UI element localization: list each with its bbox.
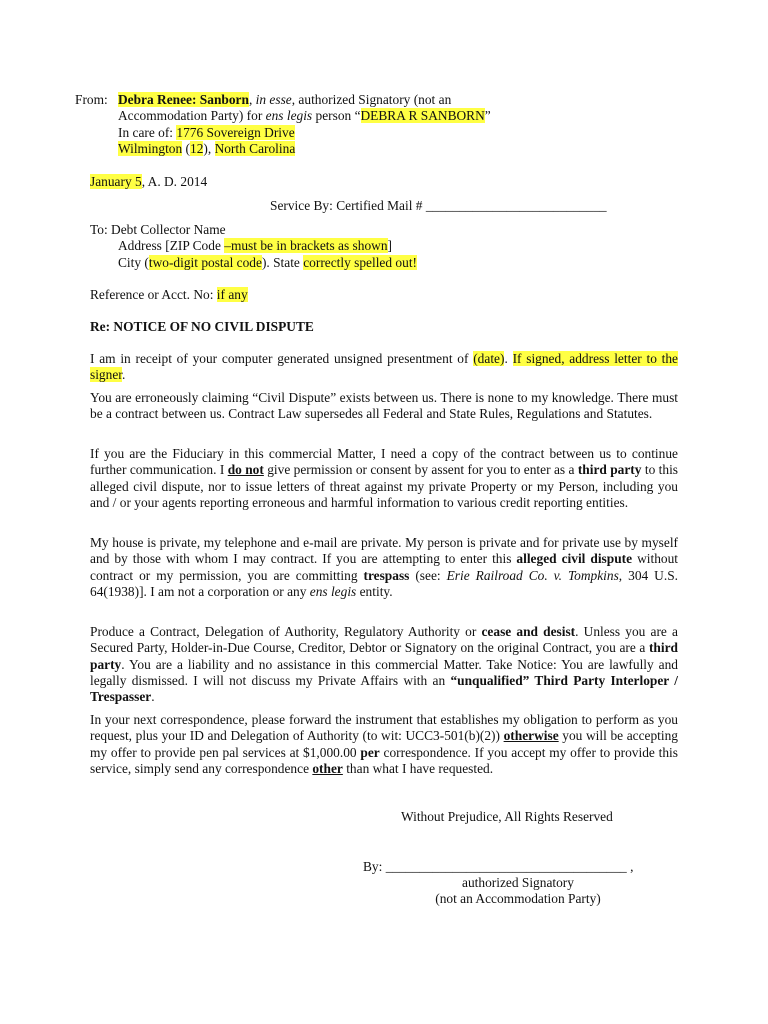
person-name: DEBRA R SANBORN — [360, 108, 485, 124]
signature-line: By: ____________________________________ , — [363, 859, 634, 874]
reference-value: if any — [216, 287, 248, 302]
paragraph-3 — [90, 446, 678, 511]
p6-text-c: you will be accepting my offer to provide pen pal services at $1,000.00 — [90, 728, 679, 760]
p6-text-a: In your next correspondence, please forward the instrument that establishes my obligation to perform as you request, plus your ID and Delegation of Authority (to wit: UCC3-501(b)(2)) — [90, 712, 678, 744]
p1-text-c: . — [122, 367, 126, 383]
from-line1-rest: , authorized Signatory (not an — [291, 92, 452, 107]
from-label: From: — [75, 92, 108, 107]
p4-text-g: , 304 U.S. 64(1938)]. I am not a corporation or any — [90, 567, 678, 599]
city-note: two-digit postal code — [148, 254, 262, 270]
p5-cease: cease and desist — [481, 624, 576, 639]
paragraph-2: You are erroneously claiming “Civil Dispute” exists between us. There is none to my knowledge. There must be a contract between us. Contract Law supersedes all Federal and State Rules, Regulations and Statutes. — [90, 390, 678, 422]
sender-city: Wilmington — [118, 140, 183, 156]
signatory-block — [418, 875, 618, 908]
reference-label: Reference or Acct. No: — [90, 287, 214, 302]
p5-text-c: . Unless you are a Secured Party, Holder-in-Due Course, Creditor, Debtor or Signatory on the original Contract, you are a — [90, 624, 678, 656]
p5-third-party: third party — [90, 640, 678, 672]
paragraph-1 — [90, 351, 678, 384]
paragraph-6 — [90, 712, 678, 777]
to-block — [90, 222, 678, 271]
p5-text-g: . — [151, 689, 155, 705]
p3-text-a: If you are the Fiduciary in this commercial Matter, I need a copy of the contract between us to continue further communication. I — [90, 446, 678, 478]
recipient-name: Debt Collector Name — [111, 222, 226, 237]
p3-do-not: do not — [227, 462, 264, 478]
p6-per: per — [360, 744, 380, 760]
p1-text-a: I am in receipt of your computer generated unsigned presentment of — [90, 351, 474, 366]
p6-text-g: than what I have requested. — [342, 760, 494, 776]
sender-name: Debra Renee: Sanborn — [118, 92, 249, 107]
from-block — [75, 92, 678, 157]
p5-text-a: Produce a Contract, Delegation of Authority, Regulatory Authority or — [90, 624, 482, 639]
p4-text-e: (see: — [409, 567, 447, 583]
p4-text-a: My house is private, my telephone and e-mail are private. My person is private and for private use by myself and by those with whom I may contract. If you are attempting to enter this — [90, 535, 678, 567]
paragraph-4 — [90, 535, 678, 600]
from-line2-mid: person “ — [315, 108, 361, 124]
sender-state: North Carolina — [214, 140, 296, 156]
from-line2-end: ” — [484, 108, 491, 124]
signatory-note: (not an Accommodation Party) — [435, 891, 601, 907]
from-line2-pre: Accommodation Party) for — [118, 108, 263, 124]
p4-alleged: alleged civil dispute — [516, 551, 633, 567]
sender-zip: 12 — [190, 140, 204, 156]
city-state-mid: ). State — [261, 254, 304, 270]
p6-otherwise: otherwise — [503, 728, 559, 744]
city-mid: ( — [182, 140, 190, 156]
state-note: correctly spelled out! — [303, 254, 417, 270]
p3-text-e: to this alleged civil dispute, nor to issue letters of threat against my private Property or my Person, including you and / or your agents reporting erroneous and harmful information to various credit reporting entities. — [90, 462, 679, 510]
from-sep: , — [248, 92, 253, 107]
care-of-label: In care of: — [118, 124, 174, 140]
p4-case-name: Erie Railroad Co. v. Tompkins — [446, 567, 619, 583]
address-note: –must be in brackets as shown — [224, 238, 388, 254]
ens-legis-text: ens legis — [265, 108, 313, 124]
signatory-label: authorized Signatory — [462, 875, 574, 890]
p6-text-e: correspondence. If you accept my offer to provide this service, simply send any correspondence — [90, 744, 678, 776]
p3-text-c: give permission or consent by assent for you to enter as a — [263, 462, 578, 478]
p1-text-b: . — [504, 351, 513, 366]
to-label: To: — [90, 222, 108, 237]
letter-date — [90, 174, 678, 190]
p4-ens-legis: ens legis — [309, 583, 357, 599]
p3-third-party: third party — [577, 462, 642, 478]
p5-text-e: . You are a liability and no assistance in this commercial Matter. Take Notice: You are lawfully and legally dismissed. I will not discuss my Private Affairs with an — [90, 656, 678, 688]
paragraph-5 — [90, 624, 678, 705]
date-highlight: January 5 — [90, 174, 142, 189]
p4-text-i: entity. — [356, 583, 393, 599]
sender-address: 1776 Sovereign Drive — [176, 124, 295, 140]
address-end: ] — [387, 238, 392, 254]
p1-note: If signed, address letter to the signer — [90, 351, 678, 383]
city-end: ), — [203, 140, 212, 156]
date-rest: , A. D. 2014 — [141, 174, 208, 189]
p4-text-c: without contract or my permission, you are committing — [90, 551, 678, 583]
service-line: Service By: Certified Mail # ___________________________ — [270, 198, 607, 213]
p6-other: other — [312, 760, 343, 776]
in-esse-text: in esse — [255, 92, 292, 107]
recipient-address: Address [ZIP Code — [118, 238, 225, 254]
reference-line — [90, 287, 678, 303]
subject-line: Re: NOTICE OF NO CIVIL DISPUTE — [90, 319, 314, 334]
p4-trespass: trespass — [363, 567, 410, 583]
closing-line: Without Prejudice, All Rights Reserved — [401, 809, 613, 824]
p5-interloper: “unqualified” Third Party Interloper / Trespasser — [90, 672, 678, 705]
recipient-city: City ( — [118, 254, 149, 270]
p1-date: (date) — [473, 351, 505, 366]
